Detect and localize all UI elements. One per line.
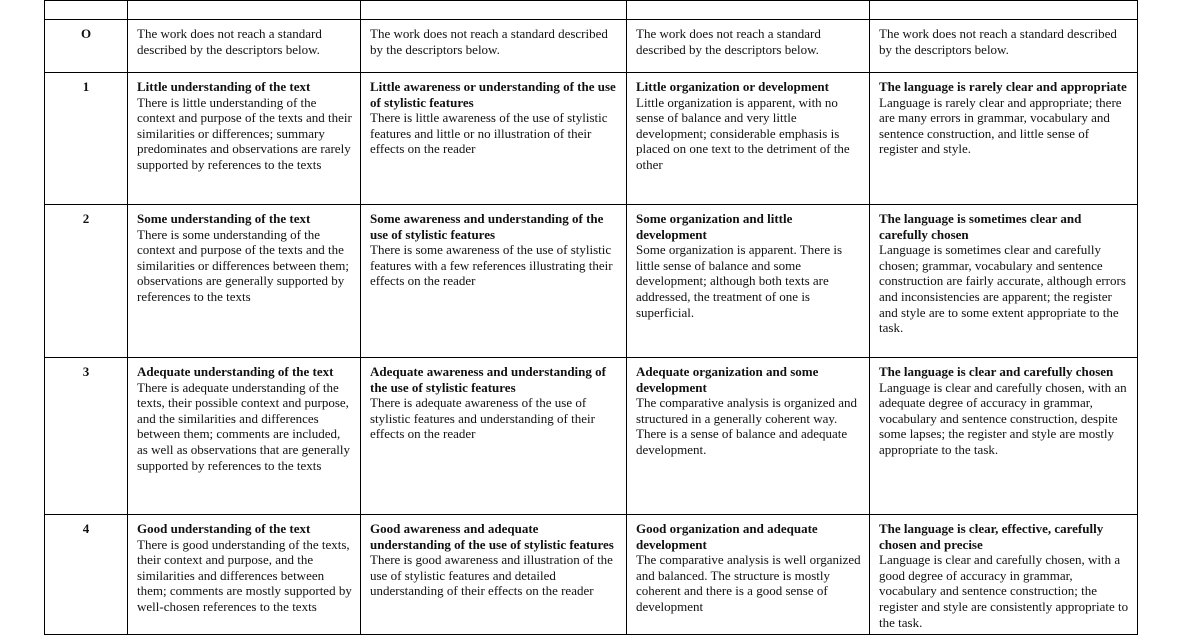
descriptor-text: The work does not reach a standard described by the descriptors below.	[636, 26, 821, 57]
header-cell	[870, 1, 1138, 20]
score-cell: 4	[45, 515, 128, 635]
descriptor-title: The language is clear, effective, carefully chosen and precise	[879, 521, 1104, 552]
descriptor-title: Adequate organization and some development	[636, 364, 819, 395]
descriptor-text: Some organization is apparent. There is little sense of balance and some development; although both texts are addressed, the treatment of one is superficial.	[636, 242, 843, 320]
score-cell: 2	[45, 205, 128, 358]
rubric-row	[45, 515, 1138, 635]
descriptor-title: The language is clear and carefully chosen	[879, 364, 1114, 379]
criterion-cell	[627, 515, 870, 635]
rubric-table	[44, 0, 1138, 635]
descriptor-text: There is some awareness of the use of stylistic features with a few references illustrating their effects on the reader	[370, 242, 613, 289]
descriptor-text: The comparative analysis is well organized and balanced. The structure is mostly coherent and there is a good sense of development	[636, 552, 861, 614]
descriptor-title: Good organization and adequate development	[636, 521, 818, 552]
descriptor-text: There is little understanding of the context and purpose of the texts and their similarities or differences; summary predominates and observations are rarely supported by references to the texts	[137, 94, 352, 172]
criterion-cell	[361, 20, 627, 73]
criterion-cell	[361, 205, 627, 358]
descriptor-text: There is adequate understanding of the texts, their possible context and purpose, and the similarities and differences between them; comments are included, as well as observations that are generally supported by references to the texts	[137, 379, 350, 473]
descriptor-title: Some understanding of the text	[137, 211, 311, 226]
criterion-cell	[361, 73, 627, 205]
criterion-cell	[870, 73, 1138, 205]
criterion-cell	[870, 205, 1138, 358]
descriptor-title: Adequate understanding of the text	[137, 364, 334, 379]
criterion-cell	[627, 73, 870, 205]
descriptor-title: Some organization and little development	[636, 211, 793, 242]
criterion-cell	[128, 20, 361, 73]
score-cell: 1	[45, 73, 128, 205]
criterion-cell	[128, 515, 361, 635]
rubric-row	[45, 205, 1138, 358]
descriptor-text: There is good awareness and illustration of the use of stylistic features and detailed understanding of their effects on the reader	[370, 552, 613, 599]
criterion-cell	[870, 515, 1138, 635]
descriptor-title: The language is rarely clear and appropriate	[879, 79, 1127, 94]
criterion-cell	[128, 205, 361, 358]
descriptor-text: Language is clear and carefully chosen, with an adequate degree of accuracy in grammar, vocabulary and sentence construction, despite some lapses; the register and style are mostly appropriate to the task.	[879, 379, 1127, 457]
rubric-row	[45, 73, 1138, 205]
header-cell	[361, 1, 627, 20]
descriptor-title: Little organization or development	[636, 79, 829, 94]
header-cell	[45, 1, 128, 20]
descriptor-text: Language is clear and carefully chosen, with a good degree of accuracy in grammar, vocabulary and sentence construction; the register and style are consistently appropriate to the task.	[879, 552, 1129, 630]
descriptor-text: The comparative analysis is organized and structured in a generally coherent way. There is a sense of balance and adequate development.	[636, 395, 858, 457]
criterion-cell	[361, 515, 627, 635]
descriptor-text: The work does not reach a standard described by the descriptors below.	[370, 26, 608, 57]
descriptor-text: The work does not reach a standard described by the descriptors below.	[137, 26, 322, 57]
criterion-cell	[870, 358, 1138, 515]
descriptor-text: Language is sometimes clear and carefully chosen; grammar, vocabulary and sentence construction are fairly accurate, although errors and inconsistencies are apparent; the register and style are to some extent appropriate to the task.	[879, 242, 1126, 336]
criterion-cell	[361, 358, 627, 515]
criterion-cell	[627, 358, 870, 515]
descriptor-text: Little organization is apparent, with no sense of balance and very little development; considerable emphasis is placed on one text to the detriment of the other	[636, 94, 850, 172]
header-cell	[128, 1, 361, 20]
descriptor-title: Some awareness and understanding of the use of stylistic features	[370, 211, 604, 242]
descriptor-title: Little awareness or understanding of the use of stylistic features	[370, 79, 616, 110]
score-cell: 3	[45, 358, 128, 515]
descriptor-title: Good understanding of the text	[137, 521, 311, 536]
descriptor-title: Good awareness and adequate understanding of the use of stylistic features	[370, 521, 614, 552]
header-row-partial	[45, 1, 1138, 20]
criterion-cell	[627, 205, 870, 358]
criterion-cell	[128, 358, 361, 515]
descriptor-text: There is adequate awareness of the use of stylistic features and understanding of their effects on the reader	[370, 395, 595, 442]
score-cell: O	[45, 20, 128, 73]
descriptor-text: The work does not reach a standard described by the descriptors below.	[879, 26, 1117, 57]
header-cell	[627, 1, 870, 20]
descriptor-text: There is some understanding of the context and purpose of the texts and the similarities or differences between them; observations are generally supported by references to the texts	[137, 226, 350, 304]
descriptor-text: Language is rarely clear and appropriate; there are many errors in grammar, vocabulary and sentence construction, and little sense of register and style.	[879, 94, 1122, 157]
descriptor-text: There is little awareness of the use of stylistic features and little or no illustration of their effects on the reader	[370, 110, 608, 157]
descriptor-title: Little understanding of the text	[137, 79, 311, 94]
rubric-row	[45, 358, 1138, 515]
descriptor-text: There is good understanding of the texts, their context and purpose, and the similarities and differences between them; comments are mostly supported by well-chosen references to the texts	[137, 536, 352, 614]
criterion-cell	[870, 20, 1138, 73]
descriptor-title: The language is sometimes clear and carefully chosen	[879, 211, 1082, 242]
criterion-cell	[128, 73, 361, 205]
rubric-row	[45, 20, 1138, 73]
descriptor-title: Adequate awareness and understanding of the use of stylistic features	[370, 364, 606, 395]
criterion-cell	[627, 20, 870, 73]
